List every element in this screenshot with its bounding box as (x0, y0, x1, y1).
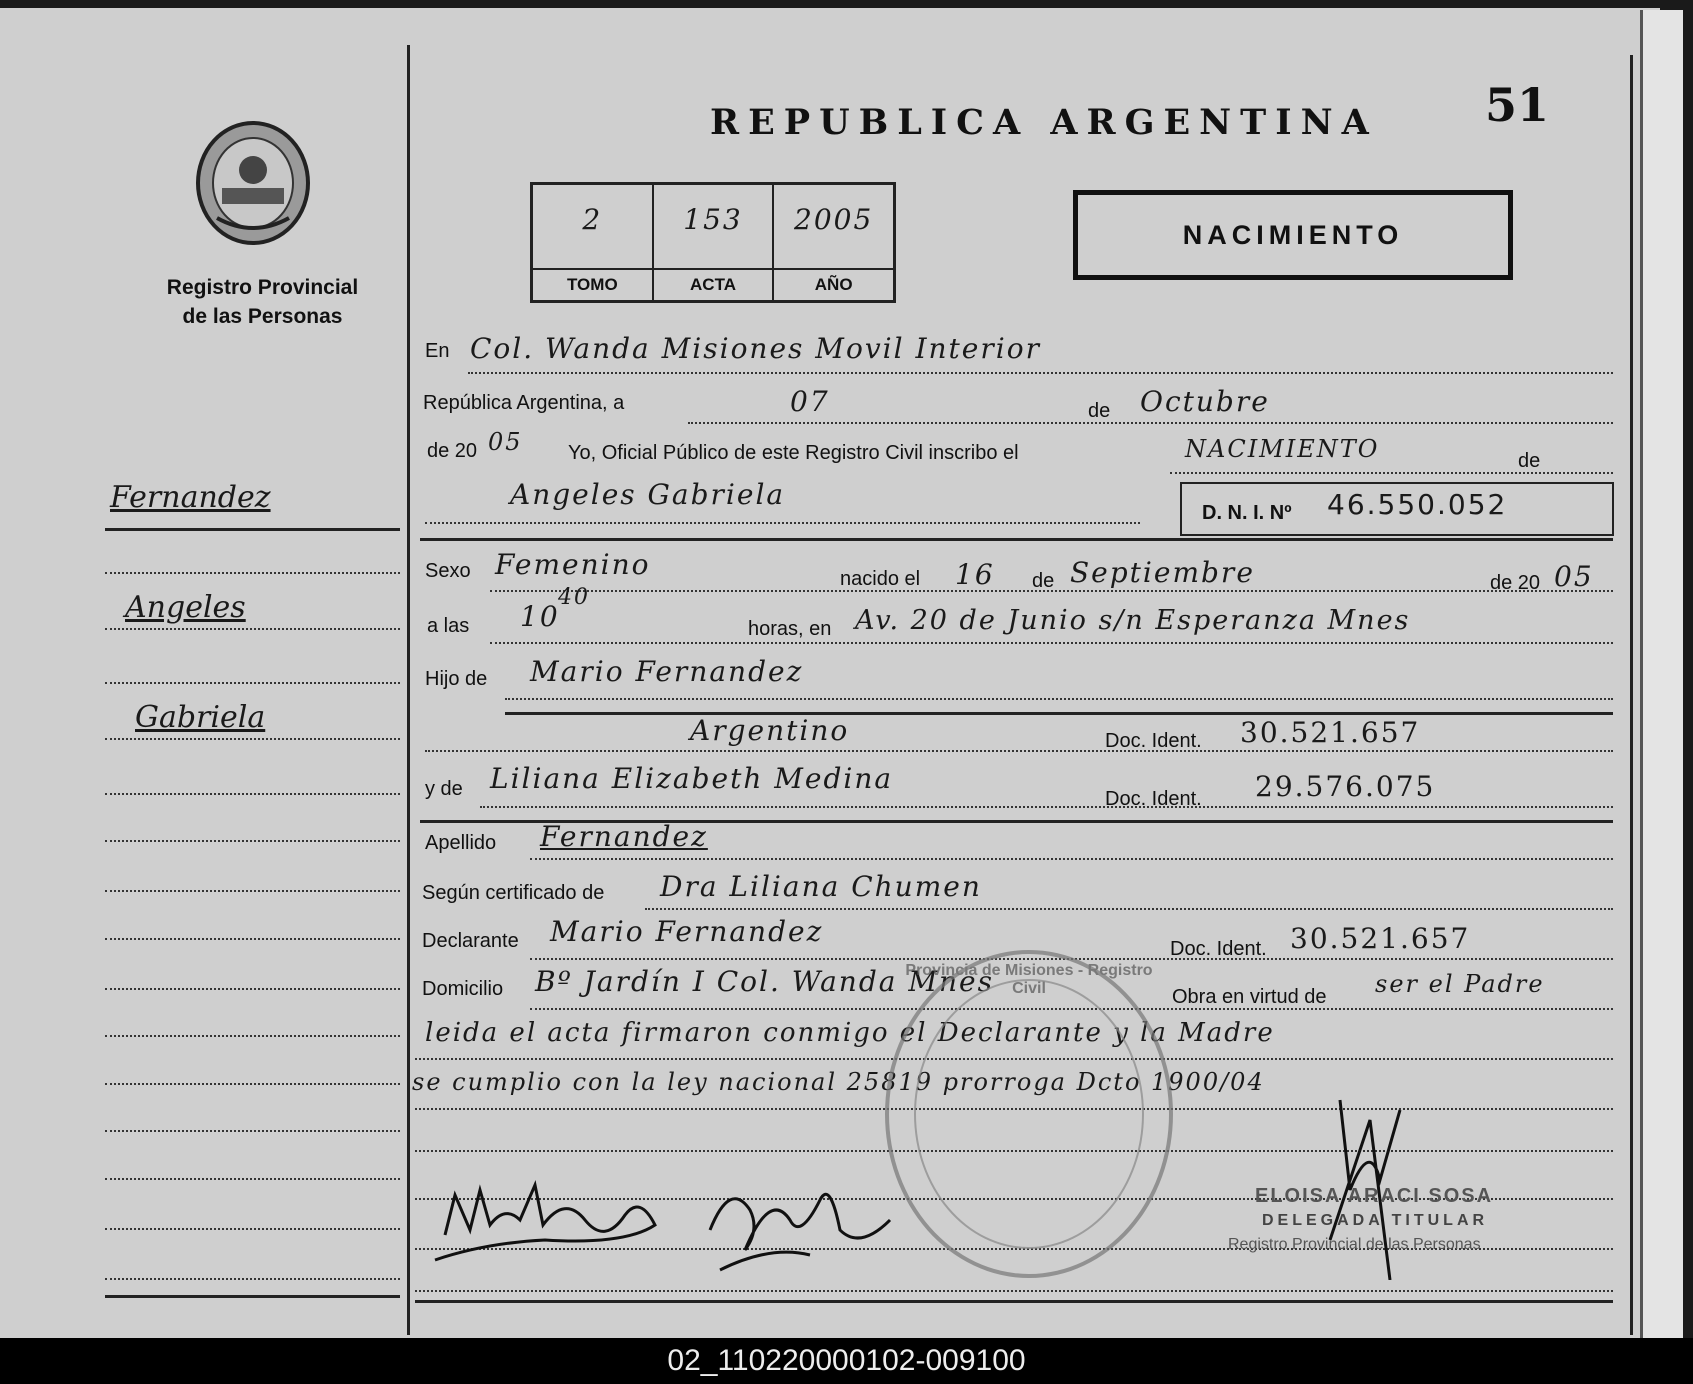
officer-signature (690, 1160, 900, 1280)
yo-statement: Yo, Oficial Público de este Registro Civil inscribo el (568, 442, 1019, 464)
registry-name-line2: de las Personas (182, 305, 343, 328)
certificado-label: Según certificado de (422, 882, 605, 904)
margin-surname: Fernandez (110, 480, 271, 515)
dni-label: D. N. I. Nº (1202, 502, 1292, 524)
child-given-names: Angeles Gabriela (510, 478, 786, 511)
seal-text: Provincia de Misiones - Registro Civil (905, 962, 1153, 997)
de-label-2: de (1518, 450, 1541, 472)
father-name: Mario Fernandez (530, 655, 804, 688)
delegate-office: Registro Provincial de las Personas (1228, 1236, 1481, 1253)
declarant-doc: 30.521.657 (1290, 922, 1471, 955)
sex-value: Femenino (495, 548, 651, 581)
scan-id-bar: 02_110220000102-009100 (0, 1338, 1693, 1384)
declarant-doc-label: Doc. Ident. (1170, 938, 1267, 960)
page-edge (1640, 10, 1683, 1340)
delegate-title: DELEGADA TITULAR (1262, 1212, 1489, 1229)
certifying-doctor: Dra Liliana Chumen (660, 870, 982, 903)
mother-doc-label: Doc. Ident. (1105, 788, 1202, 810)
obra-label: Obra en virtud de (1172, 986, 1327, 1008)
registration-day: 07 (790, 385, 830, 418)
page-number: 51 (1485, 78, 1550, 132)
registry-name: Registro Provincial (166, 276, 359, 299)
nacido-label: nacido el (840, 568, 921, 590)
margin-second-name: Gabriela (135, 700, 266, 735)
alas-label: a las (427, 615, 470, 637)
tomo-cell (533, 185, 654, 300)
ano-label: AÑO (774, 268, 893, 300)
place-of-registration: Col. Wanda Misiones Movil Interior (470, 332, 1041, 365)
father-doc: 30.521.657 (1240, 716, 1421, 749)
birth-month: Septiembre (1070, 556, 1255, 589)
declarant-name: Mario Fernandez (550, 915, 824, 948)
surname-value: Fernandez (540, 820, 708, 853)
notes-line-1: leida el acta firmaron conmigo el Declarante y la Madre (425, 1018, 1275, 1048)
sexo-label: Sexo (425, 560, 471, 582)
birth-year-prefix: de 20 (1490, 572, 1541, 594)
father-nationality: Argentino (690, 714, 850, 747)
delegate-name: ELOISA ARACI SOSA (1255, 1185, 1494, 1207)
dni-value: 46.550.052 (1327, 488, 1508, 521)
acta-label: ACTA (654, 268, 773, 300)
margin-first-name: Angeles (125, 590, 246, 625)
mother-name: Liliana Elizabeth Medina (490, 762, 894, 795)
father-doc-label: Doc. Ident. (1105, 730, 1202, 752)
yde-label: y de (425, 778, 463, 800)
official-seal (885, 950, 1173, 1278)
tomo-label: TOMO (533, 268, 652, 300)
nac-de-label: de (1032, 570, 1055, 592)
notes-line-2: se cumplio con la ley nacional 25819 prorroga Dcto 1900/04 (412, 1068, 1265, 1096)
birth-minutes: 40 (558, 585, 590, 610)
acta-cell (654, 185, 775, 300)
book-reference-box (530, 182, 896, 303)
domicilio-label: Domicilio (422, 978, 504, 1000)
margin-rule (105, 528, 400, 531)
declarante-label: Declarante (422, 930, 519, 952)
horas-en-label: horas, en (748, 618, 832, 640)
en-label: En (425, 340, 450, 362)
tomo-value: 2 (582, 203, 603, 236)
year-prefix: de 20 (427, 440, 478, 462)
registration-year: 05 (488, 428, 523, 456)
de-label: de (1088, 400, 1111, 422)
apellido-label: Apellido (425, 832, 497, 854)
emblem-icon (192, 118, 314, 248)
birth-hour: 10 (520, 600, 560, 633)
bottom-rule (415, 1300, 1613, 1303)
record-type-box: NACIMIENTO (1073, 190, 1513, 280)
mother-doc: 29.576.075 (1255, 770, 1436, 803)
declarant-signature (425, 1165, 685, 1275)
birth-year: 05 (1554, 560, 1594, 593)
margin-divider (407, 45, 410, 1335)
ano-cell (774, 185, 893, 300)
republica-label: República Argentina, a (423, 392, 625, 414)
hijo-label: Hijo de (425, 668, 488, 690)
province-emblem (192, 118, 314, 248)
birth-place: Av. 20 de Junio s/n Esperanza Mnes (855, 605, 1411, 636)
registration-month: Octubre (1140, 385, 1270, 418)
declarant-relation: ser el Padre (1375, 970, 1545, 998)
right-border (1630, 55, 1633, 1335)
declarant-address: Bº Jardín I Col. Wanda Mnes (535, 965, 994, 998)
birth-day: 16 (955, 558, 995, 591)
acta-value: 153 (683, 203, 743, 236)
dni-box (1180, 482, 1614, 536)
act-type: NACIMIENTO (1185, 435, 1380, 463)
ano-value: 2005 (794, 203, 874, 236)
section-rule-2 (505, 712, 1613, 715)
country-title: REPUBLICA ARGENTINA (710, 102, 1378, 143)
section-rule-1 (420, 538, 1613, 541)
